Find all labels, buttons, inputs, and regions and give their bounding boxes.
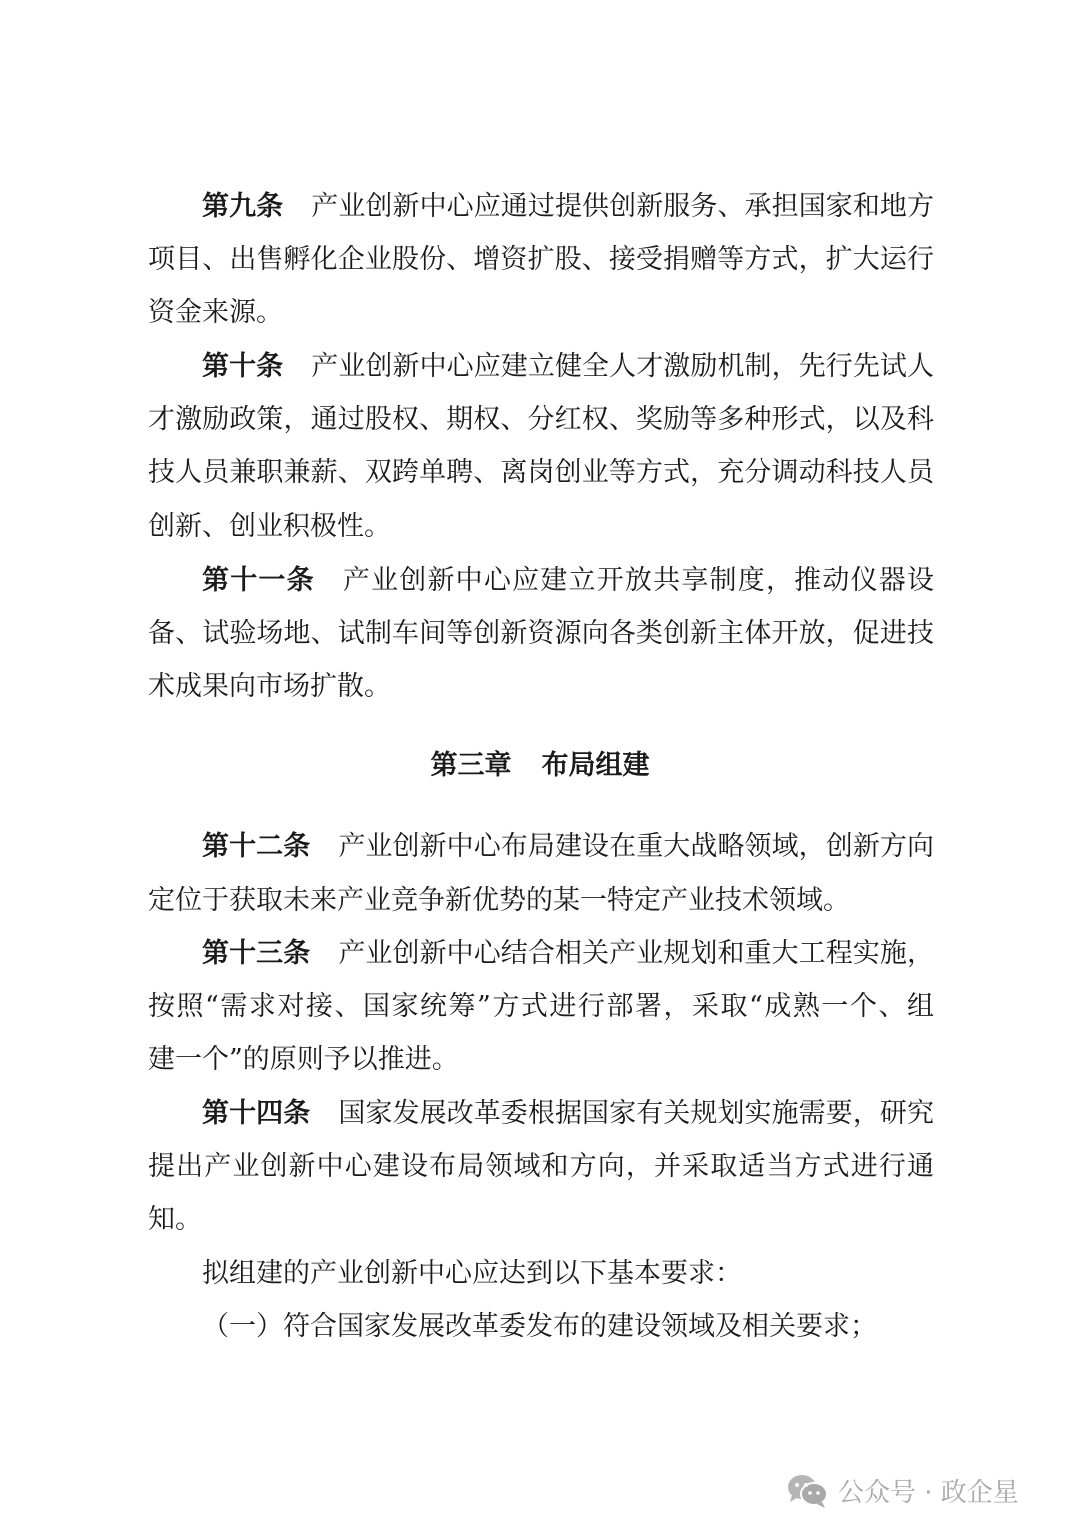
article-14-line-3: 知。 — [148, 1204, 202, 1235]
article-label: 第十条 — [202, 351, 284, 382]
chapter-number: 第三章 — [430, 750, 512, 781]
article-13-line-3: 建一个”的原则予以推进。 — [148, 1044, 459, 1075]
watermark — [786, 1472, 1019, 1509]
watermark-text: 公众号 · 政企星 — [838, 1478, 1019, 1508]
article-14-line-1: 第十四条 国家发展改革委根据国家有关规划实施需要，研究 — [202, 1098, 935, 1129]
article-9-line-3: 资金来源。 — [148, 297, 283, 328]
article-10-line-2: 才激励政策，通过股权、期权、分红权、奖励等多种形式，以及科 — [148, 404, 934, 435]
chapter-title: 布局组建 — [541, 750, 650, 781]
article-9-line-2: 项目、出售孵化企业股份、增资扩股、接受捐赠等方式，扩大运行 — [148, 244, 934, 275]
article-13-line-1: 第十三条 产业创新中心结合相关产业规划和重大工程实施， — [202, 938, 935, 969]
chapter-heading — [0, 748, 1080, 784]
article-label: 第十三条 — [202, 938, 311, 969]
requirement-item-1: （一）符合国家发展改革委发布的建设领域及相关要求； — [202, 1311, 877, 1342]
article-10-line-3: 技人员兼职兼薪、双跨单聘、离岗创业等方式，充分调动科技人员 — [148, 457, 934, 488]
wechat-icon — [786, 1473, 830, 1509]
article-label: 第十一条 — [202, 565, 315, 596]
article-12-line-2: 定位于获取未来产业竞争新优势的某一特定产业技术领域。 — [148, 885, 850, 916]
article-11-line-1: 第十一条 产业创新中心应建立开放共享制度，推动仪器设 — [202, 565, 935, 596]
article-11-line-2: 备、试验场地、试制车间等创新资源向各类创新主体开放，促进技 — [148, 618, 934, 649]
article-13-line-2: 按照“需求对接、国家统筹”方式进行部署，采取“成熟一个、组 — [148, 991, 934, 1022]
article-10-line-1: 第十条 产业创新中心应建立健全人才激励机制，先行先试人 — [202, 351, 935, 382]
article-label: 第十四条 — [202, 1098, 311, 1129]
article-9-line-1: 第九条 产业创新中心应通过提供创新服务、承担国家和地方 — [202, 191, 935, 222]
article-12-line-1: 第十二条 产业创新中心布局建设在重大战略领域，创新方向 — [202, 831, 935, 862]
article-label: 第九条 — [202, 191, 284, 222]
article-11-line-3: 术成果向市场扩散。 — [148, 671, 391, 702]
article-10-line-4: 创新、创业积极性。 — [148, 511, 391, 542]
article-label: 第十二条 — [202, 831, 311, 862]
requirements-intro: 拟组建的产业创新中心应达到以下基本要求： — [202, 1258, 742, 1289]
article-14-line-2: 提出产业创新中心建设布局领域和方向，并采取适当方式进行通 — [148, 1151, 934, 1182]
